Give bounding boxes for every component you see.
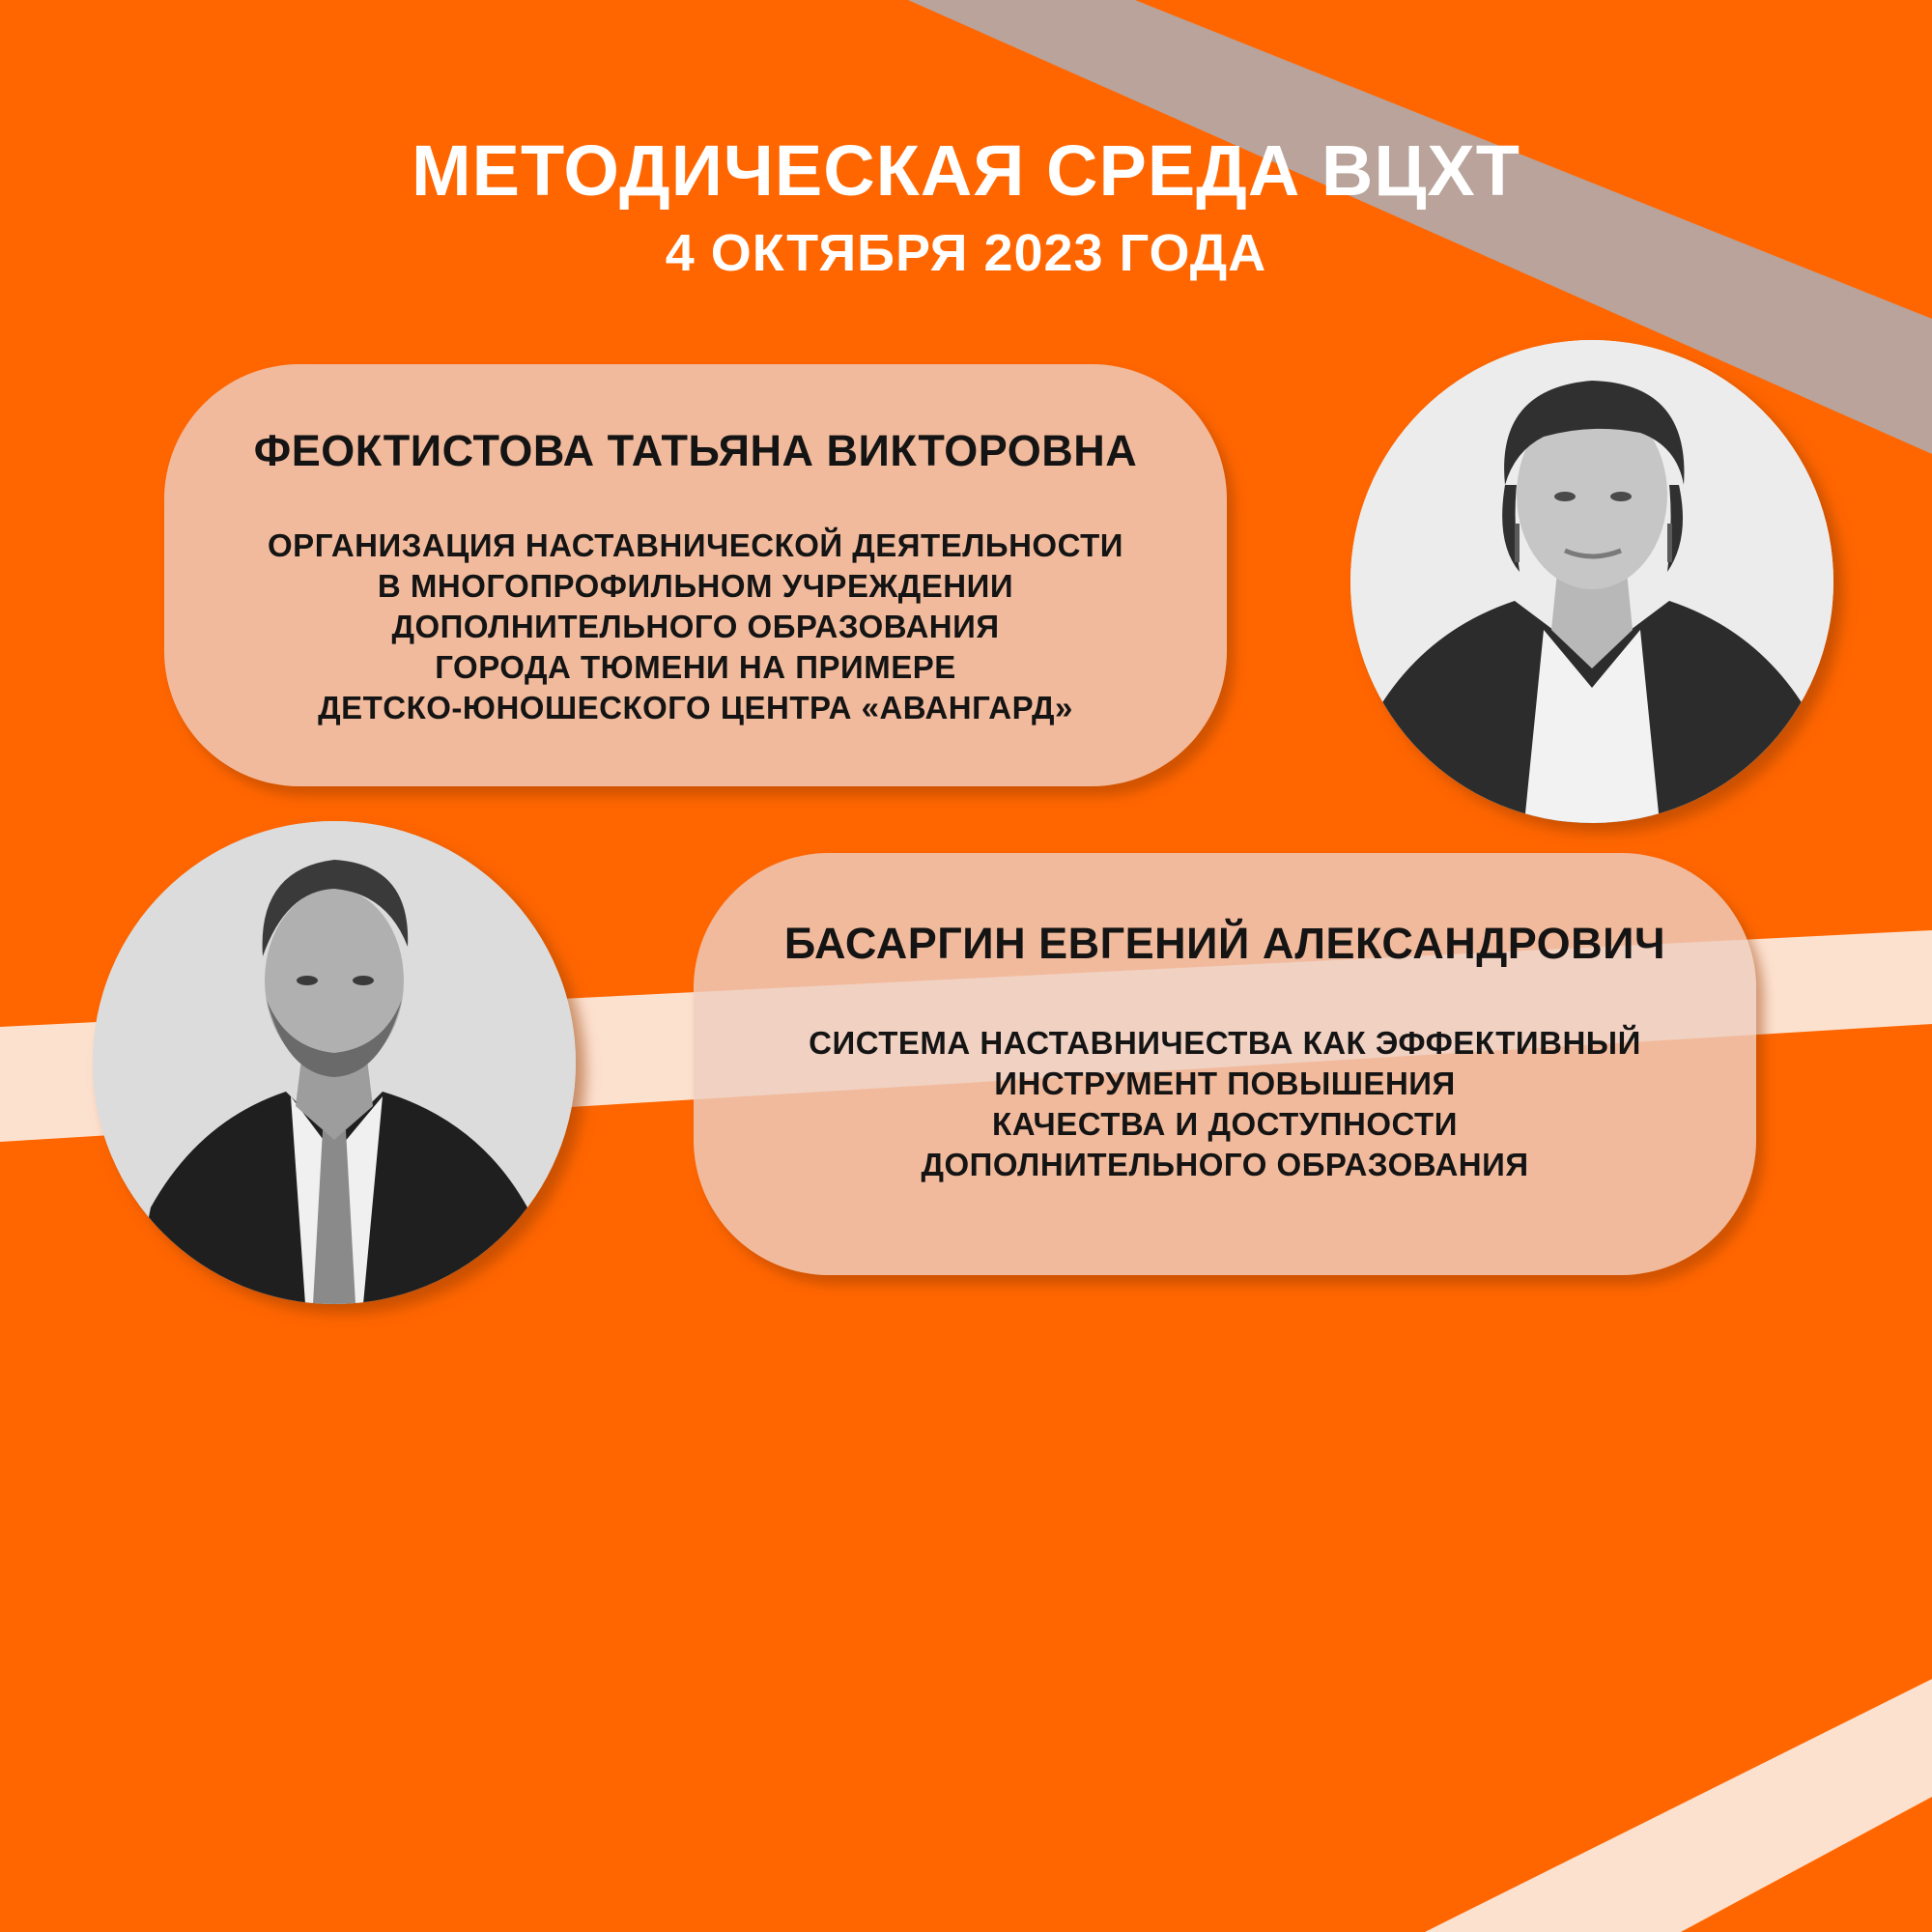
topic-line: КАЧЕСТВА И ДОСТУПНОСТИ — [992, 1106, 1458, 1142]
woman-portrait-icon — [1350, 340, 1833, 823]
man-portrait-icon — [93, 821, 576, 1304]
speaker-topic — [694, 1023, 1756, 1185]
speaker-name: БАСАРГИН ЕВГЕНИЙ АЛЕКСАНДРОВИЧ — [783, 919, 1666, 968]
page-title: МЕТОДИЧЕСКАЯ СРЕДА ВЦХТ — [412, 130, 1520, 211]
speaker-card-1 — [164, 364, 1227, 786]
speaker-name: ФЕОКТИСТОВА ТАТЬЯНА ВИКТОРОВНА — [253, 426, 1138, 475]
topic-line: В МНОГОПРОФИЛЬНОМ УЧРЕЖДЕНИИ — [377, 568, 1014, 604]
topic-line: ГОРОДА ТЮМЕНИ НА ПРИМЕРЕ — [435, 649, 956, 685]
light-corner-stripe — [1425, 1679, 1932, 1932]
topic-line: ИНСТРУМЕНТ ПОВЫШЕНИЯ — [994, 1065, 1456, 1101]
event-date: 4 ОКТЯБРЯ 2023 ГОДА — [665, 224, 1267, 282]
speaker-photo-1 — [1350, 340, 1833, 823]
speaker-topic — [164, 526, 1227, 728]
topic-line: ДОПОЛНИТЕЛЬНОГО ОБРАЗОВАНИЯ — [921, 1147, 1529, 1182]
topic-line: СИСТЕМА НАСТАВНИЧЕСТВА КАК ЭФФЕКТИВНЫЙ — [809, 1025, 1641, 1061]
speaker-photo-2 — [93, 821, 576, 1304]
topic-line: ДЕТСКО-ЮНОШЕСКОГО ЦЕНТРА «АВАНГАРД» — [318, 690, 1073, 725]
topic-line: ДОПОЛНИТЕЛЬНОГО ОБРАЗОВАНИЯ — [391, 609, 1000, 644]
topic-line: ОРГАНИЗАЦИЯ НАСТАВНИЧЕСКОЙ ДЕЯТЕЛЬНОСТИ — [268, 527, 1123, 563]
speaker-card-2 — [694, 853, 1756, 1275]
